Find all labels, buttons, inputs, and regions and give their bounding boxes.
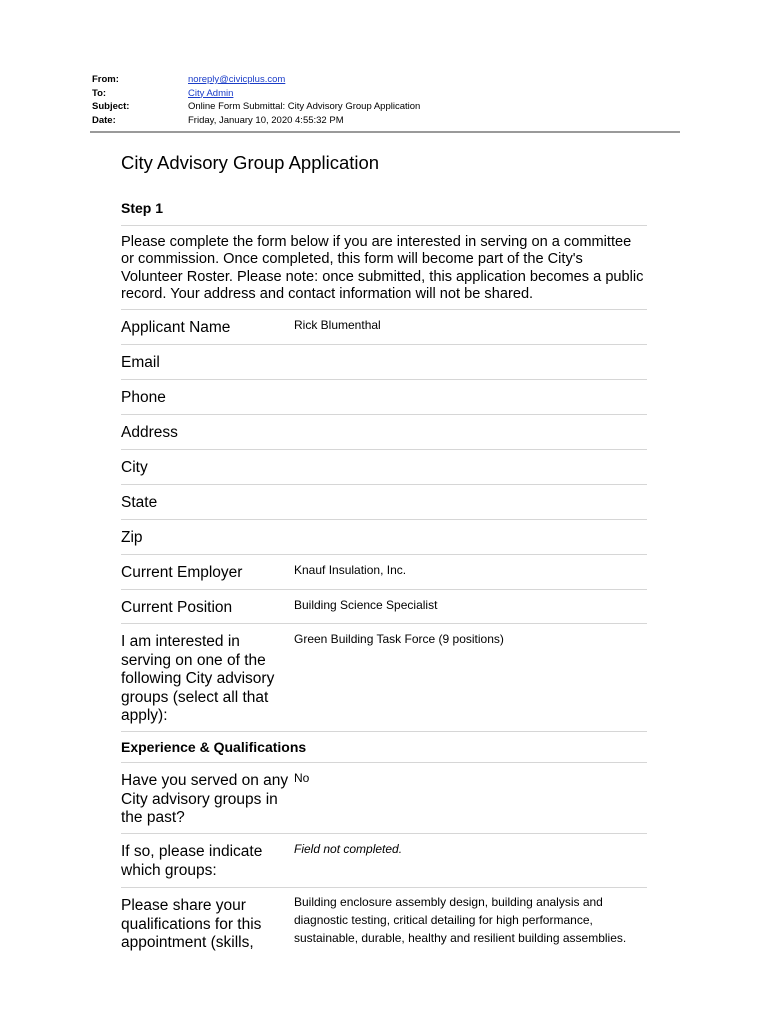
field-label: Zip <box>121 529 143 547</box>
field-label: City <box>121 459 148 477</box>
form-intro: Please complete the form below if you are interested in serving on a committee or commission. Once completed, this form will become part of the City's Volunteer Roster. Please note: once submitted, this application becomes a public record. Your address and contact information will not be shared. <box>121 226 647 310</box>
field-row-state <box>121 485 647 520</box>
field-value: Rick Blumenthal <box>294 318 381 333</box>
field-row-address <box>121 415 647 450</box>
email-header <box>92 73 682 127</box>
field-label: Applicant Name <box>121 319 231 337</box>
form-title: City Advisory Group Application <box>121 152 380 173</box>
email-from-row <box>92 73 682 87</box>
field-label: If so, please indicate which groups: <box>121 843 263 879</box>
email-from-link[interactable]: noreply@civicplus.com <box>188 74 286 85</box>
field-row-applicant-name <box>121 310 647 345</box>
field-label: Email <box>121 354 160 372</box>
field-label: Phone <box>121 389 166 407</box>
email-date-label: Date: <box>92 114 116 126</box>
field-row-city <box>121 450 647 485</box>
field-value <box>294 520 647 554</box>
email-date-value: Friday, January 10, 2020 4:55:32 PM <box>188 114 344 126</box>
field-label: State <box>121 494 158 512</box>
field-label: I am interested in serving on one of the following City advisory groups (select all that apply): <box>121 633 275 725</box>
field-value <box>294 345 647 379</box>
field-row-which-groups <box>121 834 647 888</box>
field-value: Green Building Task Force (9 positions) <box>294 632 504 647</box>
field-label: Please share your qualifications for this appointment (skills, <box>121 897 262 952</box>
email-subject-label: Subject: <box>92 101 130 112</box>
field-label: Current Position <box>121 599 233 617</box>
field-value: Knauf Insulation, Inc. <box>294 563 407 578</box>
field-label: Have you served on any City advisory groups in the past? <box>121 772 289 827</box>
email-date-row <box>92 114 682 128</box>
field-row-qualifications <box>121 888 647 968</box>
field-row-served-before <box>121 763 647 834</box>
email-to-link[interactable]: City Admin <box>188 87 234 99</box>
step-heading: Step 1 <box>121 199 647 226</box>
field-value <box>294 415 647 449</box>
form-submission <box>121 150 647 968</box>
field-label: Current Employer <box>121 564 243 582</box>
email-subject-row <box>92 100 682 114</box>
email-header-divider <box>90 131 680 133</box>
email-to-label: To: <box>92 87 107 99</box>
field-value <box>294 485 647 519</box>
field-value <box>294 380 647 414</box>
field-value: Building Science Specialist <box>294 598 438 613</box>
field-value <box>294 450 647 484</box>
email-subject-value: Online Form Submittal: City Advisory Group Application <box>188 101 421 112</box>
email-to-row <box>92 87 682 101</box>
field-value: Field not completed. <box>294 842 403 857</box>
section-heading-experience: Experience & Qualifications <box>121 732 647 763</box>
field-row-zip <box>121 520 647 555</box>
field-row-current-position <box>121 590 647 624</box>
field-value: No <box>294 771 310 786</box>
field-row-advisory-groups <box>121 624 647 732</box>
field-label: Address <box>121 424 178 442</box>
email-from-label: From: <box>92 74 119 85</box>
field-value: Building enclosure assembly design, building analysis and diagnostic testing, critical detailing for high performance, sustainable, durable, healthy and resilient building assemblies. <box>294 895 627 946</box>
field-row-phone <box>121 380 647 415</box>
field-row-current-employer <box>121 555 647 590</box>
field-row-email <box>121 345 647 380</box>
